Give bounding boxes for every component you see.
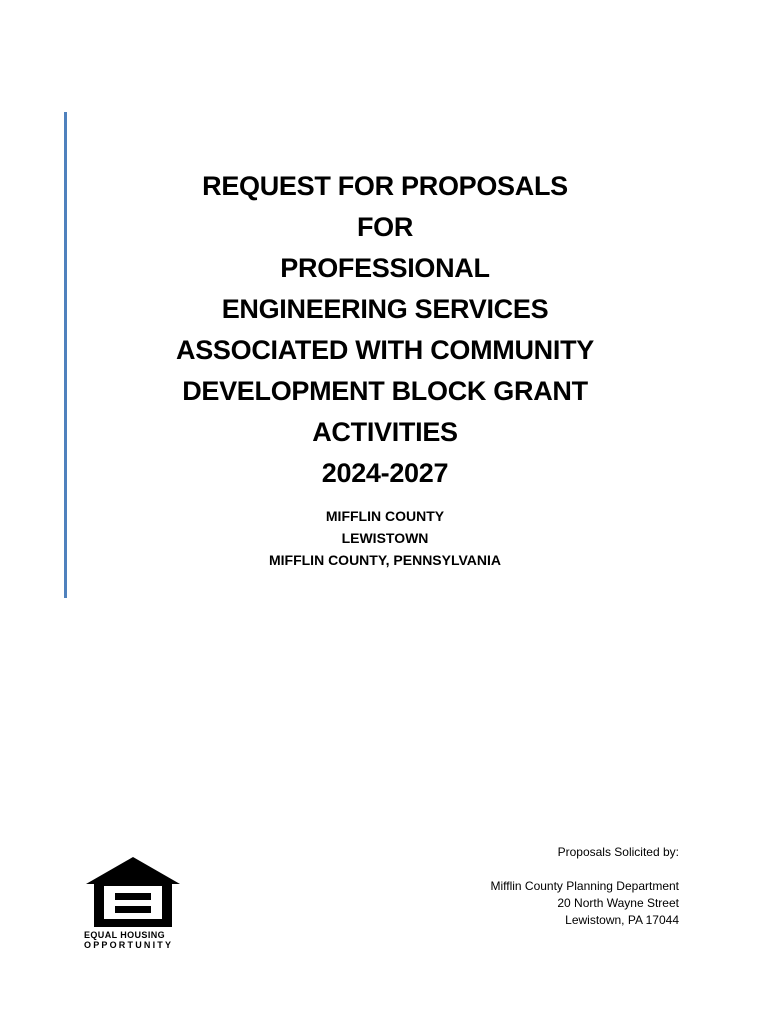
document-title <box>100 166 670 494</box>
title-line: REQUEST FOR PROPOSALS <box>202 171 568 201</box>
title-line: PROFESSIONAL <box>280 253 490 283</box>
subtitle-line: MIFFLIN COUNTY <box>325 508 445 524</box>
title-line: FOR <box>356 212 414 242</box>
solicitor-info <box>379 844 679 929</box>
subtitle-line: LEWISTOWN <box>341 530 429 546</box>
title-line: DEVELOPMENT BLOCK GRANT <box>182 376 588 406</box>
equal-housing-text <box>84 930 182 950</box>
title-line: ASSOCIATED WITH COMMUNITY <box>176 335 594 365</box>
address-line: Mifflin County Planning Department <box>490 879 679 893</box>
document-subtitle <box>100 505 670 571</box>
address-line: 20 North Wayne Street <box>557 896 679 910</box>
equal-housing-text-line-2: OPPORTUNITY <box>84 940 174 950</box>
title-year: 2024-2027 <box>321 458 449 488</box>
equal-housing-text-line-1: EQUAL HOUSING <box>84 930 166 940</box>
title-line: ENGINEERING SERVICES <box>221 294 549 324</box>
solicited-by-heading: Proposals Solicited by: <box>557 845 679 859</box>
address-line: Lewistown, PA 17044 <box>565 913 679 927</box>
subtitle-line: MIFFLIN COUNTY, PENNSYLVANIA <box>268 552 502 568</box>
title-line: ACTIVITIES <box>312 417 458 447</box>
left-accent-rule <box>64 112 67 598</box>
